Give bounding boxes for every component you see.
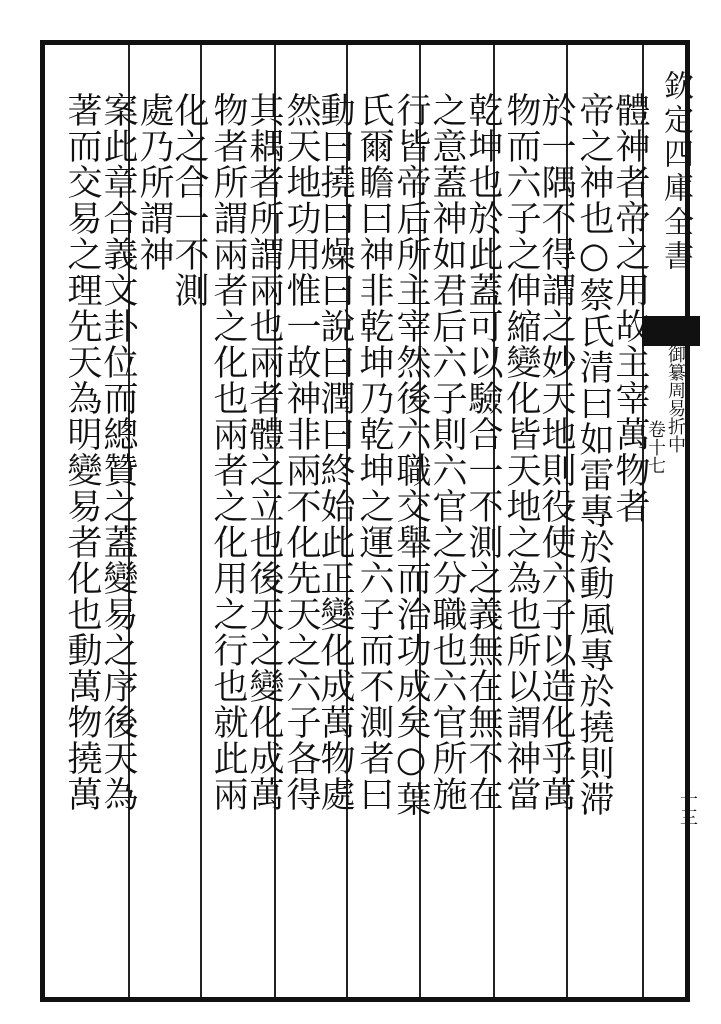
text-column: 案此章合義文卦位而總贊之蓋變易之序後天為 bbox=[98, 92, 138, 812]
text-column: 氏爾瞻曰神非乾坤乃乾坤之運六子而不測者曰 bbox=[354, 92, 394, 812]
text-column: 著而交易之理先天為明變易者化也動萬物撓萬 bbox=[62, 92, 102, 812]
text-column: 乾坤也於此蓋可以驗合一不測之義無在無不在 bbox=[463, 92, 503, 812]
text-column: 於一隅不得謂之妙天地則役使六子以造化乎萬 bbox=[536, 92, 576, 812]
text-column: 然天地功用惟一故神非兩不化先天之六子各得 bbox=[281, 92, 321, 812]
text-column: 動曰撓曰燥曰說曰潤曰終始此正變化成萬物處 bbox=[315, 92, 355, 812]
text-column: 物而六子之伸縮變化皆天地之為也所以謂神當 bbox=[501, 92, 541, 812]
text-column: 帝之神也○蔡氏清曰如雷專於動風專於撓則滞 bbox=[574, 92, 614, 817]
text-column: 物者所謂兩者之化也兩者之化用之行也就此兩 bbox=[208, 92, 248, 812]
volume-label: 卷十七 bbox=[645, 420, 666, 474]
page-edge-margin bbox=[700, 20, 721, 1024]
text-column: 處乃所謂神 bbox=[134, 92, 174, 272]
text-column: 行皆帝后所主宰然後六職交舉而治功成矣○葉 bbox=[391, 92, 431, 817]
text-column: 化之合一不測 bbox=[169, 92, 209, 308]
text-column: 體神者帝之用故主宰萬物者 bbox=[610, 92, 650, 524]
text-column: 之意蓋神如君后六子則六官之分職也六官所施 bbox=[427, 92, 467, 812]
book-subtitle: 御纂周易折中 bbox=[665, 345, 686, 453]
text-column: 其耦者所謂兩也兩者體之立也後天之變化成萬 bbox=[244, 92, 284, 812]
page-number: 十三 bbox=[677, 790, 698, 826]
book-title: 欽定四庫全書 bbox=[658, 70, 693, 274]
